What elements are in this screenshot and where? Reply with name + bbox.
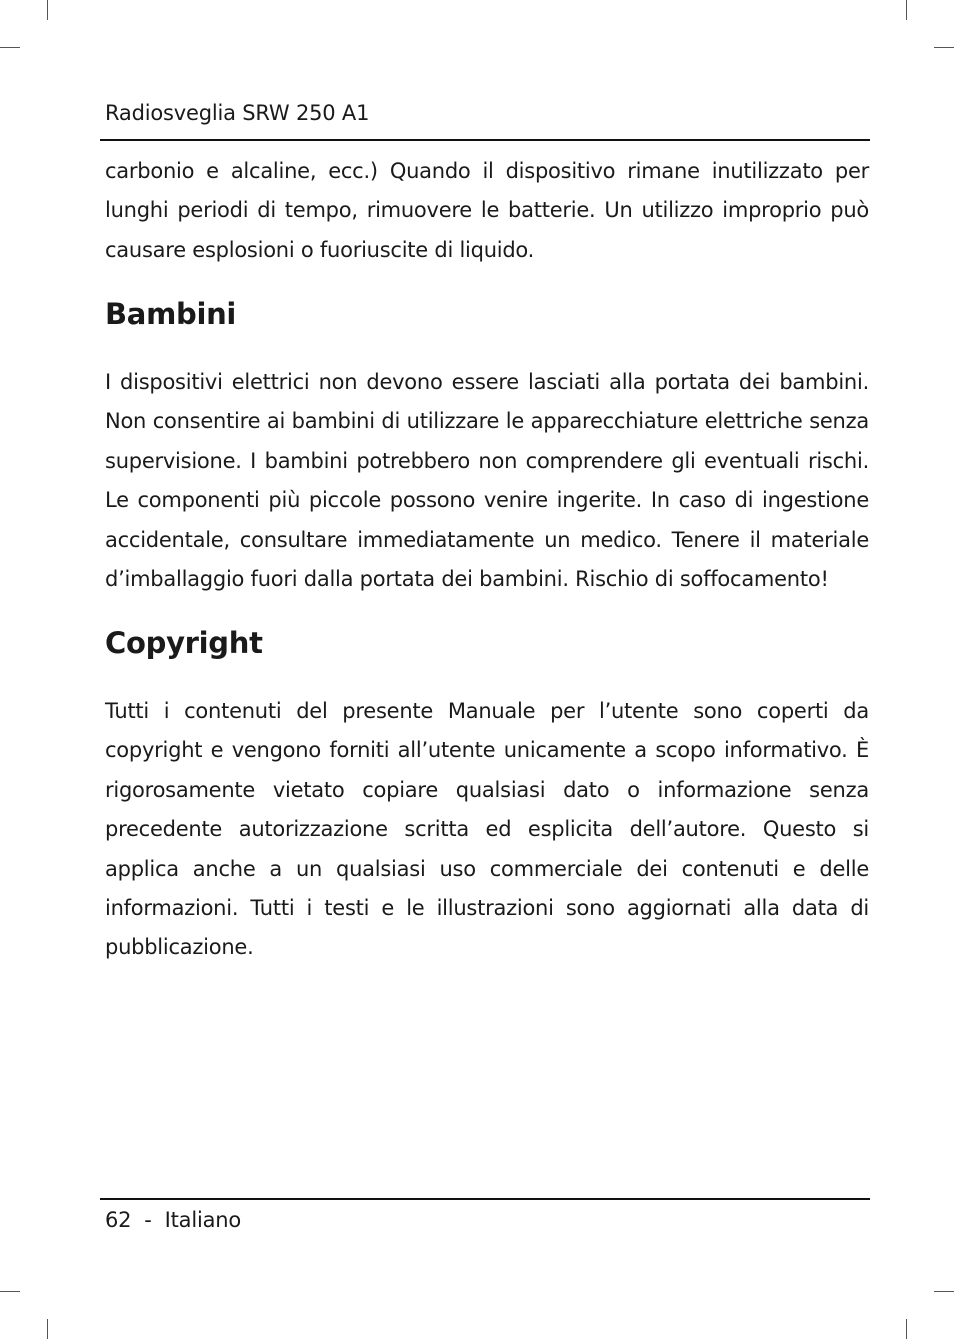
page-footer: [105, 1208, 241, 1232]
crop-mark: [934, 47, 954, 48]
section-paragraph-bambini: I dispositivi elettrici non devono essere lasciati alla portata dei bambini. Non consentire ai bambini di utilizzare le apparecchiature elettriche senza supervisione. I bambini potrebbero non comprendere gli eventuali rischi. Le componenti più piccole possono venire ingerite. In caso di ingestione accidentale, consultare immediatamente un medico. Tenere il materiale d’imballaggio fuori dalla portata dei bambini. Rischio di soffocamento!: [105, 370, 869, 592]
intro-paragraph: carbonio e alcaline, ecc.) Quando il dispositivo rimane inutilizzato per lunghi periodi di tempo, rimuovere le batterie. Un utilizzo improprio può causare esplosioni o fuoriuscite di liquido.: [105, 159, 869, 262]
crop-mark: [0, 47, 20, 48]
section-heading-bambini: Bambini: [105, 297, 237, 331]
page-number: 62: [105, 1208, 132, 1232]
crop-mark: [47, 0, 48, 20]
section-heading-copyright: Copyright: [105, 626, 263, 660]
header-rule: [100, 139, 870, 141]
running-header: Radiosveglia SRW 250 A1: [105, 101, 370, 125]
crop-mark: [47, 1319, 48, 1339]
crop-mark: [0, 1291, 20, 1292]
crop-mark: [906, 1319, 907, 1339]
footer-language: Italiano: [164, 1208, 242, 1232]
crop-mark: [906, 0, 907, 20]
crop-mark: [934, 1291, 954, 1292]
section-paragraph-copyright: Tutti i contenuti del presente Manuale per l’utente sono coperti da copyright e vengono forniti all’utente unicamente a scopo informativo. È rigorosamente vietato copiare qualsiasi dato o informazione senza precedente autorizzazione scritta ed esplicita dell’autore. Questo si applica anche a un qualsiasi uso commerciale dei contenuti e delle informazioni. Tutti i testi e le illustrazioni sono aggiornati alla data di pubblicazione.: [105, 699, 869, 960]
footer-separator: -: [144, 1208, 152, 1232]
footer-rule: [100, 1198, 870, 1200]
